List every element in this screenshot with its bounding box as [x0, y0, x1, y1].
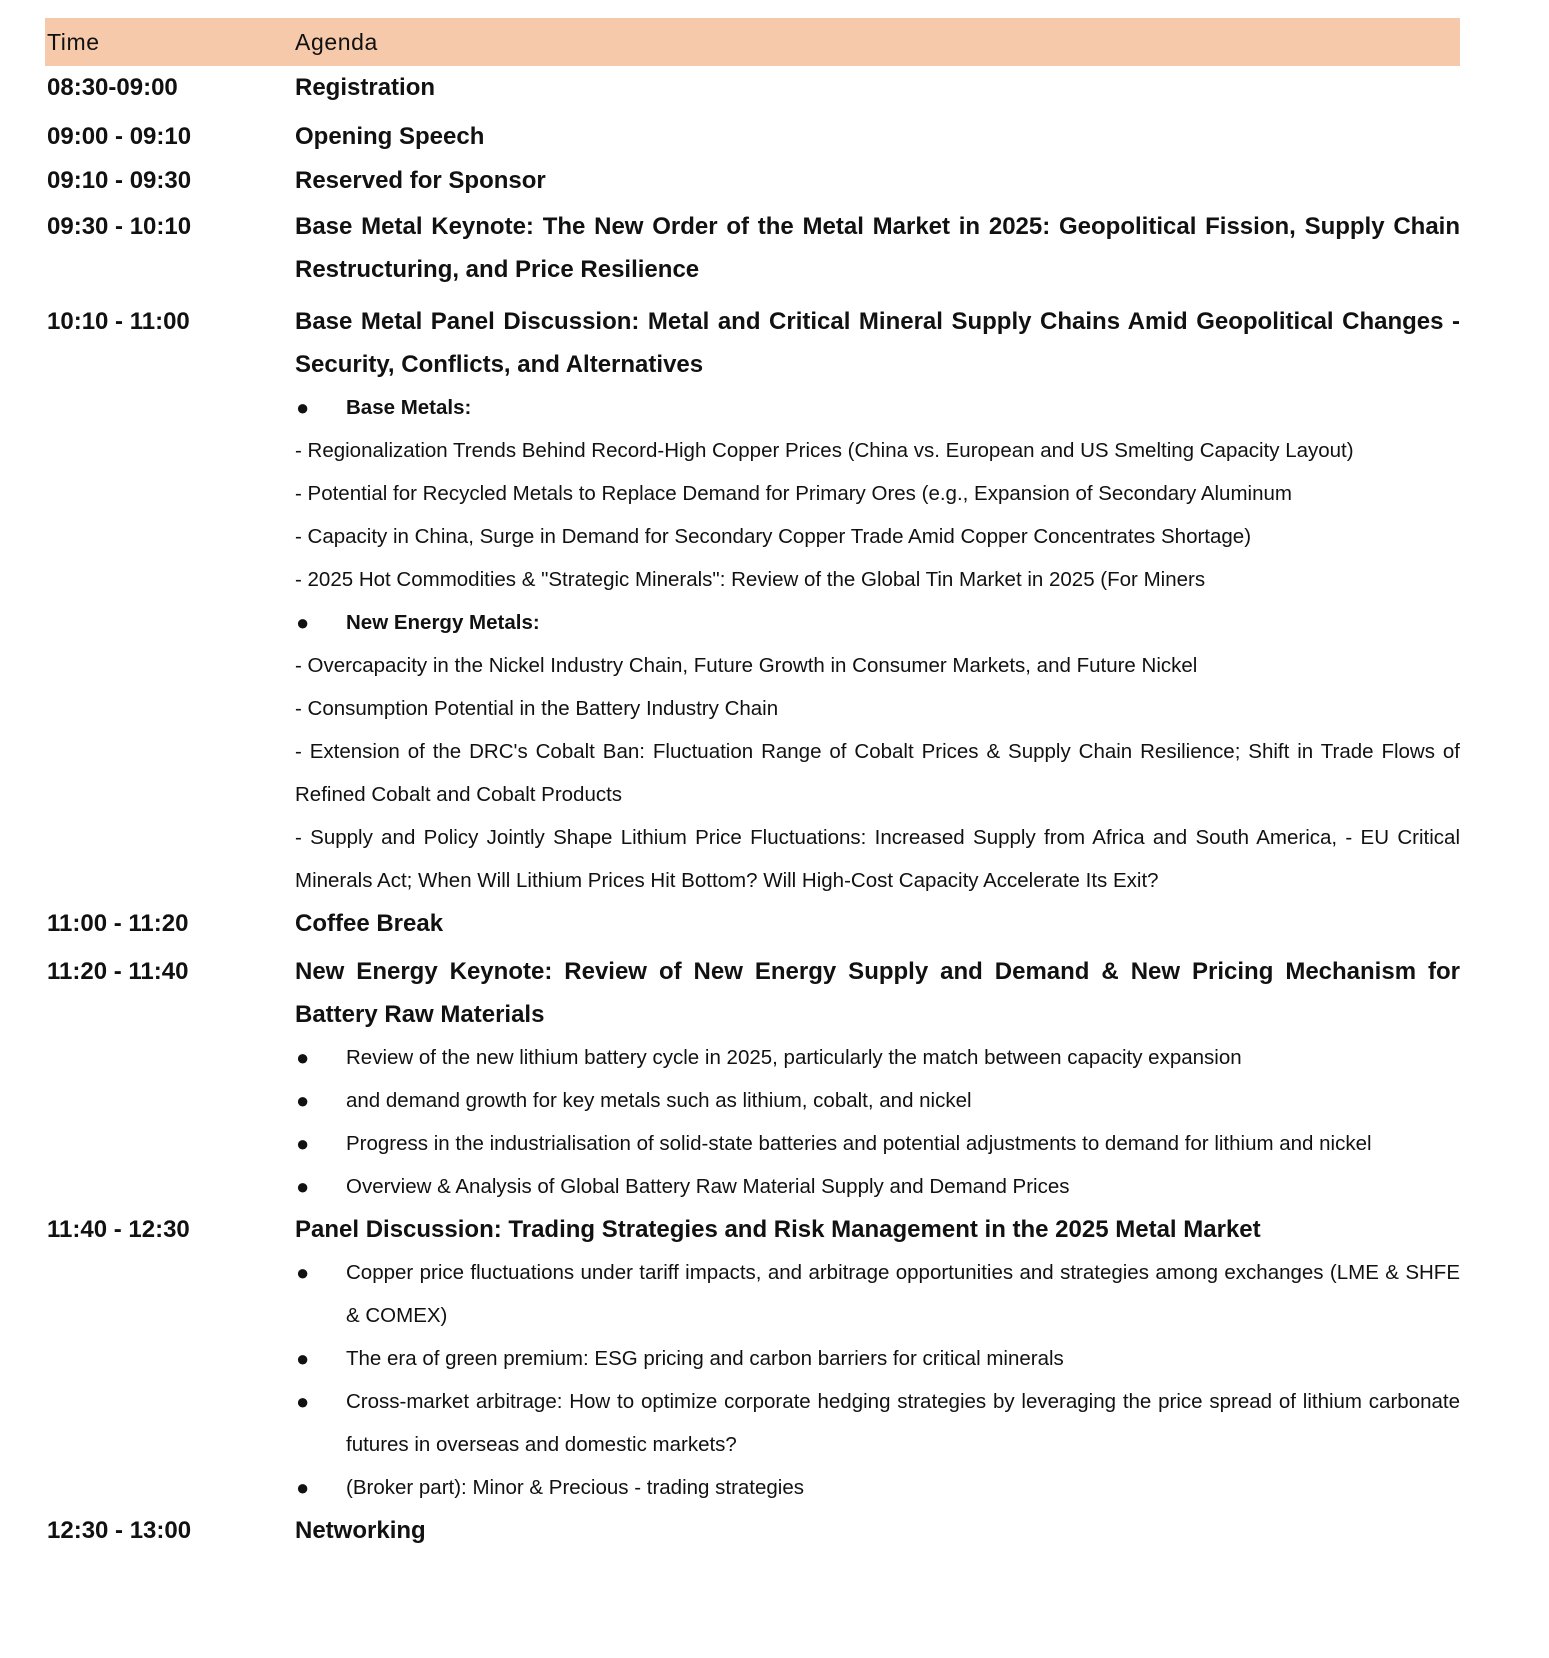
table-row [45, 159, 1460, 203]
list-item: ● Review of the new lithium battery cycle in 2025, particularly the match between capacity expansion [295, 1036, 1460, 1079]
row-time: 09:00 - 09:10 [47, 123, 192, 150]
row-title: Base Metal Panel Discussion: Metal and Critical Mineral Supply Chains Amid Geopolitical Changes - Security, Conflicts, and Alternatives [295, 308, 1460, 378]
row-title: Opening Speech [295, 123, 485, 150]
row-time: 11:20 - 11:40 [47, 958, 189, 985]
bullet-icon: ● [296, 395, 310, 420]
list-item: - 2025 Hot Commodities & "Strategic Minerals": Review of the Global Tin Market in 2025 (For Miners [295, 568, 1206, 591]
bullet-icon: ● [296, 1475, 310, 1500]
list-item: - Consumption Potential in the Battery Industry Chain [295, 697, 779, 720]
table-row [45, 115, 1460, 159]
bullet-icon: ● [296, 1389, 310, 1414]
row-title: Coffee Break [295, 910, 444, 937]
bullet-base-metals: ● Base Metals: [295, 386, 1460, 429]
list-item: - Potential for Recycled Metals to Replace Demand for Primary Ores (e.g., Expansion of Secondary Aluminum [295, 482, 1292, 505]
list-item: ● Overview & Analysis of Global Battery Raw Material Supply and Demand Prices [295, 1165, 1460, 1208]
row-title: Registration [295, 74, 436, 101]
bullet-icon: ● [296, 1174, 310, 1199]
row-time: 09:30 - 10:10 [47, 213, 192, 240]
agenda-table [45, 18, 1460, 1553]
list-item: - Overcapacity in the Nickel Industry Chain, Future Growth in Consumer Markets, and Future Nickel [295, 654, 1198, 677]
row-time: 08:30-09:00 [47, 74, 178, 101]
table-row [45, 950, 1460, 1208]
bullet-icon: ● [296, 610, 310, 635]
table-header [45, 18, 1460, 66]
row-time: 12:30 - 13:00 [47, 1517, 192, 1544]
row-title: Base Metal Keynote: The New Order of the Metal Market in 2025: Geopolitical Fission, Supply Chain Restructuring, and Price Resilience [295, 213, 1460, 283]
list-item: ● Copper price fluctuations under tariff impacts, and arbitrage opportunities and strategies among exchanges (LME & SHFE & COMEX) [295, 1251, 1460, 1337]
row-time: 11:40 - 12:30 [47, 1216, 190, 1243]
row-time: 09:10 - 09:30 [47, 167, 192, 194]
row-time: 10:10 - 11:00 [47, 308, 190, 335]
list-item: ● and demand growth for key metals such as lithium, cobalt, and nickel [295, 1079, 1460, 1122]
list-item: - Regionalization Trends Behind Record-High Copper Prices (China vs. European and US Smelting Capacity Layout) [295, 439, 1354, 462]
bullet-icon: ● [296, 1346, 310, 1371]
list-item: - Capacity in China, Surge in Demand for Secondary Copper Trade Amid Copper Concentrates Shortage) [295, 525, 1252, 548]
bullet-icon: ● [296, 1045, 310, 1070]
bullet-new-energy-metals: ● New Energy Metals: [295, 601, 1460, 644]
table-row [45, 902, 1460, 946]
table-row [45, 205, 1460, 291]
table-row [45, 66, 1460, 110]
list-item: ● The era of green premium: ESG pricing and carbon barriers for critical minerals [295, 1337, 1460, 1380]
list-item: ● Cross-market arbitrage: How to optimize corporate hedging strategies by leveraging the price spread of lithium carbonate futures in overseas and domestic markets? [295, 1380, 1460, 1466]
header-time: Time [47, 28, 100, 55]
bullet-icon: ● [296, 1260, 310, 1285]
list-item: ● Progress in the industrialisation of solid-state batteries and potential adjustments to demand for lithium and nickel [295, 1122, 1460, 1165]
table-row [45, 1509, 1460, 1553]
row-title: New Energy Keynote: Review of New Energy Supply and Demand & New Pricing Mechanism for Battery Raw Materials [295, 958, 1460, 1028]
list-item: - Supply and Policy Jointly Shape Lithium Price Fluctuations: Increased Supply from Africa and South America, - EU Critical Minerals Act; When Will Lithium Prices Hit Bottom? Will High-Cost Capacity Accelerate Its Exit? [295, 826, 1460, 892]
list-item: - Extension of the DRC's Cobalt Ban: Fluctuation Range of Cobalt Prices & Supply Chain Resilience; Shift in Trade Flows of Refined Cobalt and Cobalt Products [295, 740, 1460, 806]
bullet-icon: ● [296, 1088, 310, 1113]
header-agenda: Agenda [295, 28, 378, 55]
list-item: ● (Broker part): Minor & Precious - trading strategies [295, 1466, 1460, 1509]
row-time: 11:00 - 11:20 [47, 910, 189, 937]
bullet-icon: ● [296, 1131, 310, 1156]
row-title: Networking [295, 1517, 426, 1544]
table-row [45, 300, 1460, 902]
row-title: Panel Discussion: Trading Strategies and Risk Management in the 2025 Metal Market [295, 1216, 1261, 1243]
table-row [45, 1208, 1460, 1509]
row-title: Reserved for Sponsor [295, 167, 546, 194]
